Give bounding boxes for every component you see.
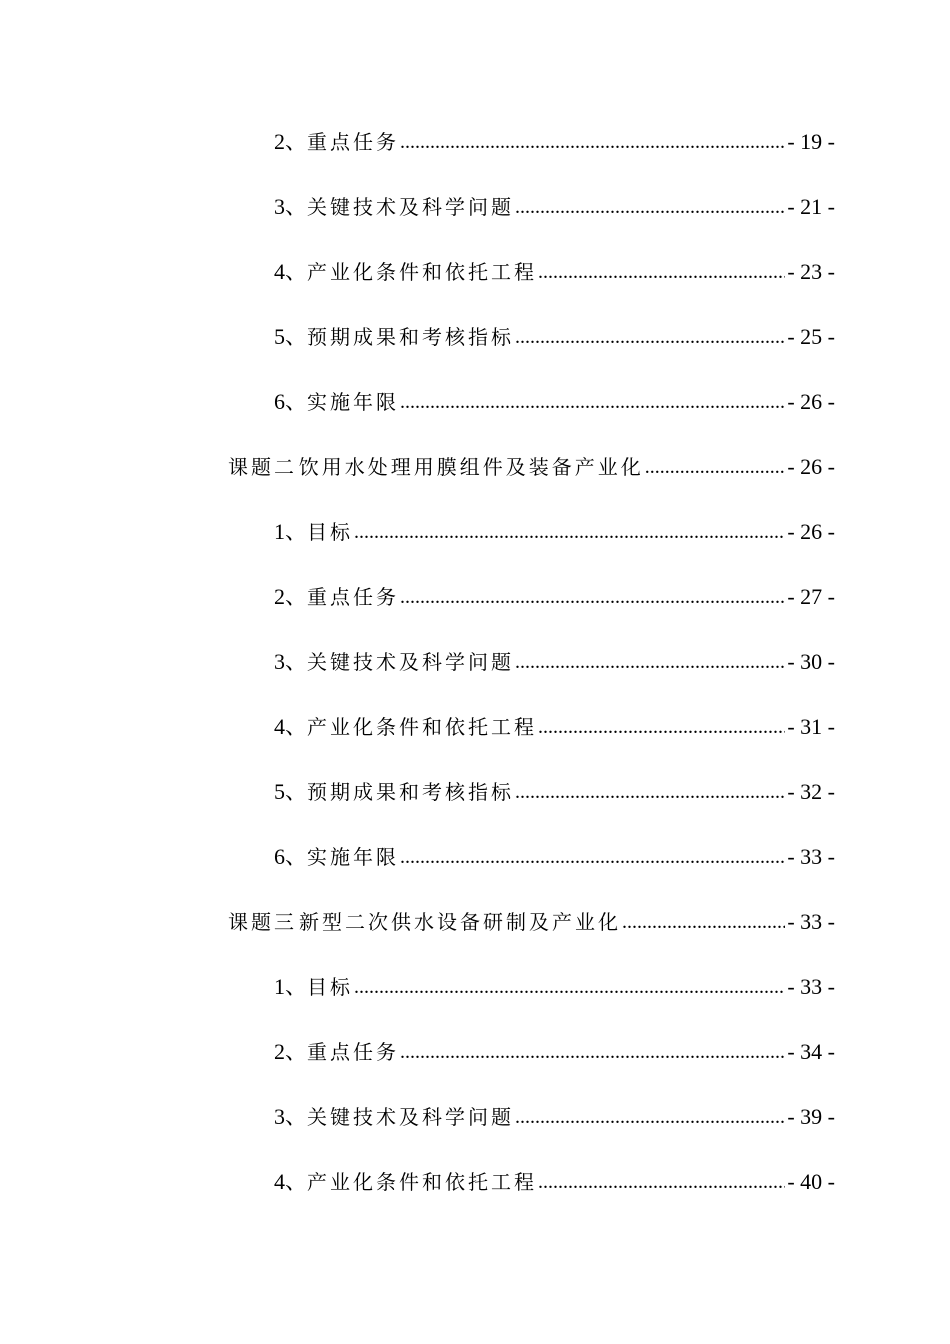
toc-dot-leader (538, 257, 785, 287)
toc-entry-number: 6、 (274, 389, 308, 414)
toc-dot-leader (538, 1167, 785, 1197)
toc-entry[interactable] (274, 257, 835, 287)
toc-entry[interactable] (274, 127, 835, 157)
toc-entry[interactable] (274, 517, 835, 547)
toc-entry-page: - 33 - (787, 974, 835, 999)
toc-entry-number: 2、 (274, 129, 308, 154)
toc-dot-leader (515, 322, 785, 352)
toc-entry-title: 关键技术及科学问题 (307, 195, 515, 219)
toc-entry-page: - 33 - (787, 909, 835, 934)
toc-entry-page: - 30 - (787, 649, 835, 674)
toc-entry-page: - 27 - (787, 584, 835, 609)
toc-entry-page: - 40 - (787, 1169, 835, 1194)
toc-entry-number: 2、 (274, 584, 308, 609)
toc-entry-page: - 39 - (787, 1104, 835, 1129)
toc-entry-title: 产业化条件和依托工程 (307, 715, 538, 739)
toc-entry-title: 关键技术及科学问题 (307, 1105, 515, 1129)
toc-entry-number: 5、 (274, 324, 308, 349)
toc-entry-number: 3、 (274, 194, 308, 219)
toc-chapter-entry[interactable] (228, 452, 835, 482)
toc-entry-title: 目标 (307, 975, 354, 999)
toc-entry-page: - 26 - (787, 454, 835, 479)
toc-chapter-label: 课题二 (228, 455, 297, 479)
toc-dot-leader (400, 582, 785, 612)
toc-entry-title: 预期成果和考核指标 (307, 780, 515, 804)
toc-dot-leader (515, 1102, 785, 1132)
toc-dot-leader (354, 972, 785, 1002)
toc-entry[interactable] (274, 1167, 835, 1197)
toc-entry[interactable] (274, 712, 835, 742)
toc-entry-title: 实施年限 (307, 390, 400, 414)
toc-dot-leader (400, 387, 785, 417)
toc-dot-leader (515, 192, 785, 222)
toc-chapter-entry[interactable] (228, 907, 835, 937)
toc-entry-number: 3、 (274, 1104, 308, 1129)
toc-dot-leader (538, 712, 785, 742)
toc-entry-number: 3、 (274, 649, 308, 674)
toc-entry-number: 4、 (274, 714, 308, 739)
toc-dot-leader (400, 842, 785, 872)
toc-dot-leader (645, 452, 786, 482)
toc-entry[interactable] (274, 842, 835, 872)
toc-entry-title: 重点任务 (307, 130, 400, 154)
toc-entry-number: 4、 (274, 1169, 308, 1194)
toc-entry-title: 预期成果和考核指标 (307, 325, 515, 349)
toc-entry[interactable] (274, 1102, 835, 1132)
toc-chapter-title: 新型二次供水设备研制及产业化 (299, 910, 622, 934)
toc-entry-page: - 21 - (787, 194, 835, 219)
toc-entry[interactable] (274, 1037, 835, 1067)
toc-entry-page: - 34 - (787, 1039, 835, 1064)
toc-entry-page: - 25 - (787, 324, 835, 349)
toc-dot-leader (400, 1037, 785, 1067)
toc-entry-number: 1、 (274, 974, 308, 999)
toc-entry-number: 6、 (274, 844, 308, 869)
toc-entry-title: 目标 (307, 520, 354, 544)
toc-entry-number: 1、 (274, 519, 308, 544)
toc-entry-page: - 31 - (787, 714, 835, 739)
toc-entry[interactable] (274, 647, 835, 677)
toc-entry-page: - 33 - (787, 844, 835, 869)
toc-entry[interactable] (274, 777, 835, 807)
toc-dot-leader (622, 907, 785, 937)
toc-entry-title: 产业化条件和依托工程 (307, 1170, 538, 1194)
toc-entry-title: 关键技术及科学问题 (307, 650, 515, 674)
toc-entry-title: 重点任务 (307, 1040, 400, 1064)
toc-entry-page: - 19 - (787, 129, 835, 154)
toc-entry-title: 产业化条件和依托工程 (307, 260, 538, 284)
toc-entry-page: - 32 - (787, 779, 835, 804)
toc-entry-number: 2、 (274, 1039, 308, 1064)
toc-entry-title: 实施年限 (307, 845, 400, 869)
toc-entry[interactable] (274, 192, 835, 222)
toc-entry-page: - 26 - (787, 389, 835, 414)
toc-entry-number: 5、 (274, 779, 308, 804)
toc-dot-leader (354, 517, 785, 547)
toc-entry-page: - 23 - (787, 259, 835, 284)
toc-chapter-label: 课题三 (228, 910, 297, 934)
toc-dot-leader (515, 647, 785, 677)
toc-entry-page: - 26 - (787, 519, 835, 544)
toc-chapter-title: 饮用水处理用膜组件及装备产业化 (298, 455, 644, 479)
toc-entry-number: 4、 (274, 259, 308, 284)
toc-entry-title: 重点任务 (307, 585, 400, 609)
toc-dot-leader (400, 127, 785, 157)
toc-entry[interactable] (274, 972, 835, 1002)
toc-dot-leader (515, 777, 785, 807)
toc-entry[interactable] (274, 387, 835, 417)
toc-entry[interactable] (274, 322, 835, 352)
toc-entry[interactable] (274, 582, 835, 612)
